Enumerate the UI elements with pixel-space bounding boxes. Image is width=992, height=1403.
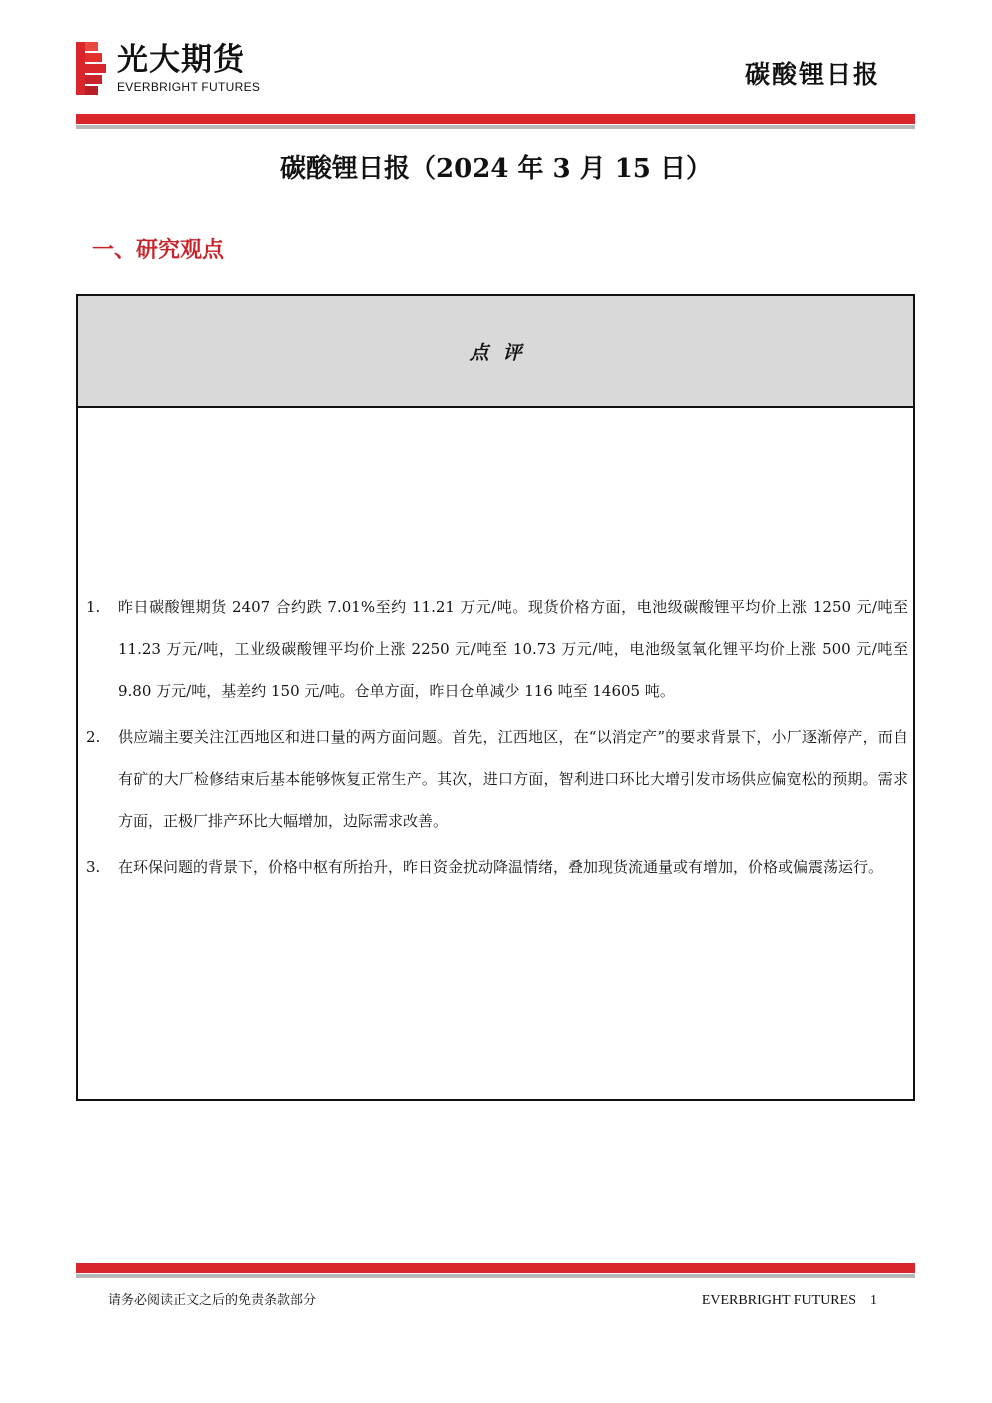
footer-brand: EVERBRIGHT FUTURES: [701, 1293, 856, 1308]
footer-red-rule: [76, 1263, 915, 1273]
point-number: 1.: [86, 598, 101, 616]
table-body: [78, 408, 913, 1099]
point-list: [86, 586, 908, 888]
brand-name-en: EVERBRIGHT FUTURES: [117, 80, 261, 94]
point-number: 3.: [86, 858, 101, 876]
point-item: [86, 846, 908, 888]
point-text: 供应端主要关注江西地区和进口量的两方面问题。首先，江西地区，在“以消定产”的要求背景下，小厂逐渐停产，而自有矿的大厂检修结束后基本能够恢复正常生产。其次，进口方面，智利进口环比大增引发市场供应偏宽松的预期。需求方面，正极厂排产环比大幅增加，边际需求改善。: [118, 728, 908, 830]
page-number: 1: [870, 1293, 877, 1308]
comment-table: [76, 294, 915, 1101]
table-header-label: 点评: [469, 341, 536, 364]
point-item: [86, 586, 908, 712]
point-text: 在环保问题的背景下，价格中枢有所抬升，昨日资金扰动降温情绪，叠加现货流通量或有增加，价格或偏震荡运行。: [118, 858, 884, 876]
point-text: 昨日碳酸锂期货 2407 合约跌 7.01%至约 11.21 万元/吨。现货价格方面，电池级碳酸锂平均价上涨 1250 元/吨至 11.23 万元/吨，工业级碳酸锂平均价上涨 2250 元/吨至 10.73 万元/吨，电池级氢氧化锂平均价上涨 500 元/吨至 9.80 万元/吨，基差约 150 元/吨。仓单方面，昨日仓单减少 116 吨至 14605 吨。: [118, 598, 908, 700]
table-header: [78, 296, 913, 408]
header-red-rule: [76, 114, 915, 124]
header-gray-rule: [76, 125, 915, 129]
point-number: 2.: [86, 728, 101, 746]
footer-disclaimer: 请务必阅读正文之后的免责条款部分: [108, 1293, 317, 1308]
section-heading: 一、研究观点: [92, 238, 225, 263]
footer-gray-rule: [76, 1274, 915, 1278]
footer-brand-page: [702, 1292, 877, 1310]
point-item: [86, 716, 908, 842]
document-title: 碳酸锂日报（2024 年 3 月 15 日）: [280, 154, 712, 184]
everbright-logo-icon: [76, 42, 108, 98]
brand-name-cn: 光大期货: [117, 42, 245, 78]
report-type-title: 碳酸锂日报: [744, 60, 880, 89]
